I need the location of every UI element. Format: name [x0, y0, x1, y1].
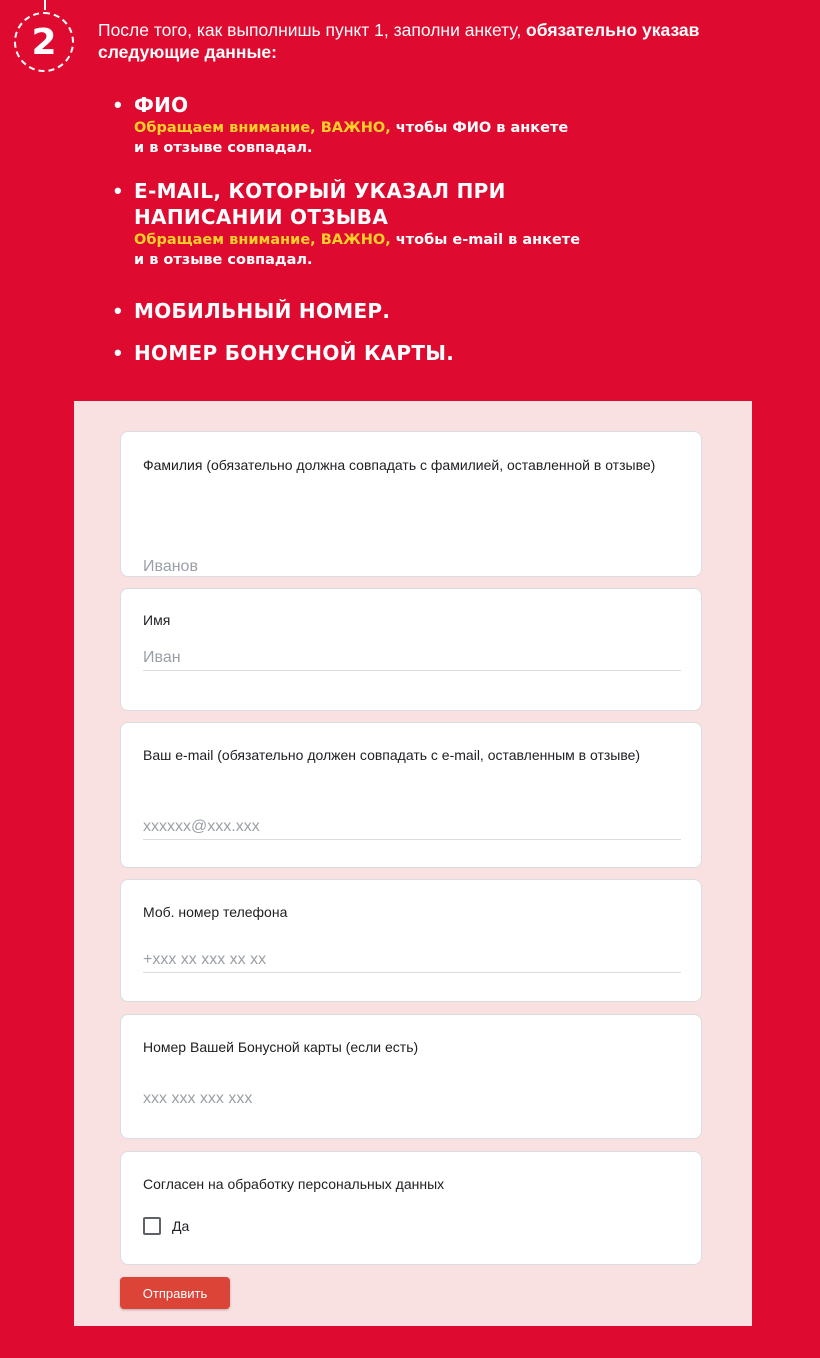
requirement-title: НОМЕР БОНУСНОЙ КАРТЫ.: [134, 341, 455, 365]
surname-label: Фамилия (обязательно должна совпадать с фамилией, оставленной в отзыве): [143, 457, 656, 473]
requirement-warning: Обращаем внимание, ВАЖНО,: [134, 232, 391, 248]
phone-input[interactable]: [143, 947, 681, 973]
requirement-email: [114, 178, 580, 270]
bonus-card-label: Номер Вашей Бонусной карты (если есть): [143, 1039, 419, 1055]
requirement-title: МОБИЛЬНЫЙ НОМЕР.: [134, 299, 391, 323]
bullet: •: [114, 340, 122, 365]
requirement-title: [134, 178, 580, 230]
requirement-title-line2: НАПИСАНИИ ОТЗЫВА: [134, 205, 389, 229]
requirement-title: ФИО: [134, 93, 189, 117]
email-input[interactable]: [143, 814, 681, 840]
step-number-badge: 2: [14, 12, 74, 72]
requirement-note-line2: и в отзыве совпадал.: [134, 252, 313, 268]
requirement-title-line1: E-MAIL, КОТОРЫЙ УКАЗАЛ ПРИ: [134, 179, 506, 203]
bullet: •: [114, 298, 122, 323]
name-input[interactable]: [143, 645, 681, 671]
bullet: •: [114, 92, 122, 117]
step-connector-line: [44, 0, 46, 10]
surname-card: [120, 431, 702, 577]
requirement-note: [134, 118, 568, 158]
surname-input[interactable]: [143, 554, 681, 580]
email-card: [120, 722, 702, 868]
requirement-mobile: [114, 298, 390, 324]
requirement-fio: [114, 92, 568, 158]
bullet: •: [114, 178, 122, 203]
requirement-bonus-card: [114, 340, 454, 366]
consent-checkbox[interactable]: [143, 1217, 161, 1235]
name-card: [120, 588, 702, 711]
requirement-note: [134, 230, 580, 270]
bonus-card-card: [120, 1014, 702, 1139]
email-label: Ваш e-mail (обязательно должен совпадать с e-mail, оставленным в отзыве): [143, 747, 641, 763]
requirement-note-line1: чтобы e-mail в анкете: [390, 232, 581, 248]
bonus-card-input[interactable]: [143, 1086, 681, 1112]
name-label: Имя: [143, 612, 171, 628]
phone-card: [120, 879, 702, 1002]
consent-option[interactable]: [143, 1217, 189, 1235]
consent-option-label: Да: [172, 1218, 190, 1234]
consent-card: [120, 1151, 702, 1265]
intro-text-regular: После того, как выполнишь пункт 1, заполни анкету,: [98, 20, 527, 40]
requirement-warning: Обращаем внимание, ВАЖНО,: [134, 120, 391, 136]
phone-label: Моб. номер телефона: [143, 904, 288, 920]
consent-label: Согласен на обработку персональных данных: [143, 1176, 445, 1192]
submit-button[interactable]: Отправить: [120, 1277, 230, 1309]
intro-text: [98, 19, 798, 63]
requirement-note-line1: чтобы ФИО в анкете: [390, 120, 569, 136]
intro-text-bold: обязательно указав следующие данные:: [98, 20, 700, 62]
form-panel: [74, 401, 752, 1326]
requirement-note-line2: и в отзыве совпадал.: [134, 140, 313, 156]
